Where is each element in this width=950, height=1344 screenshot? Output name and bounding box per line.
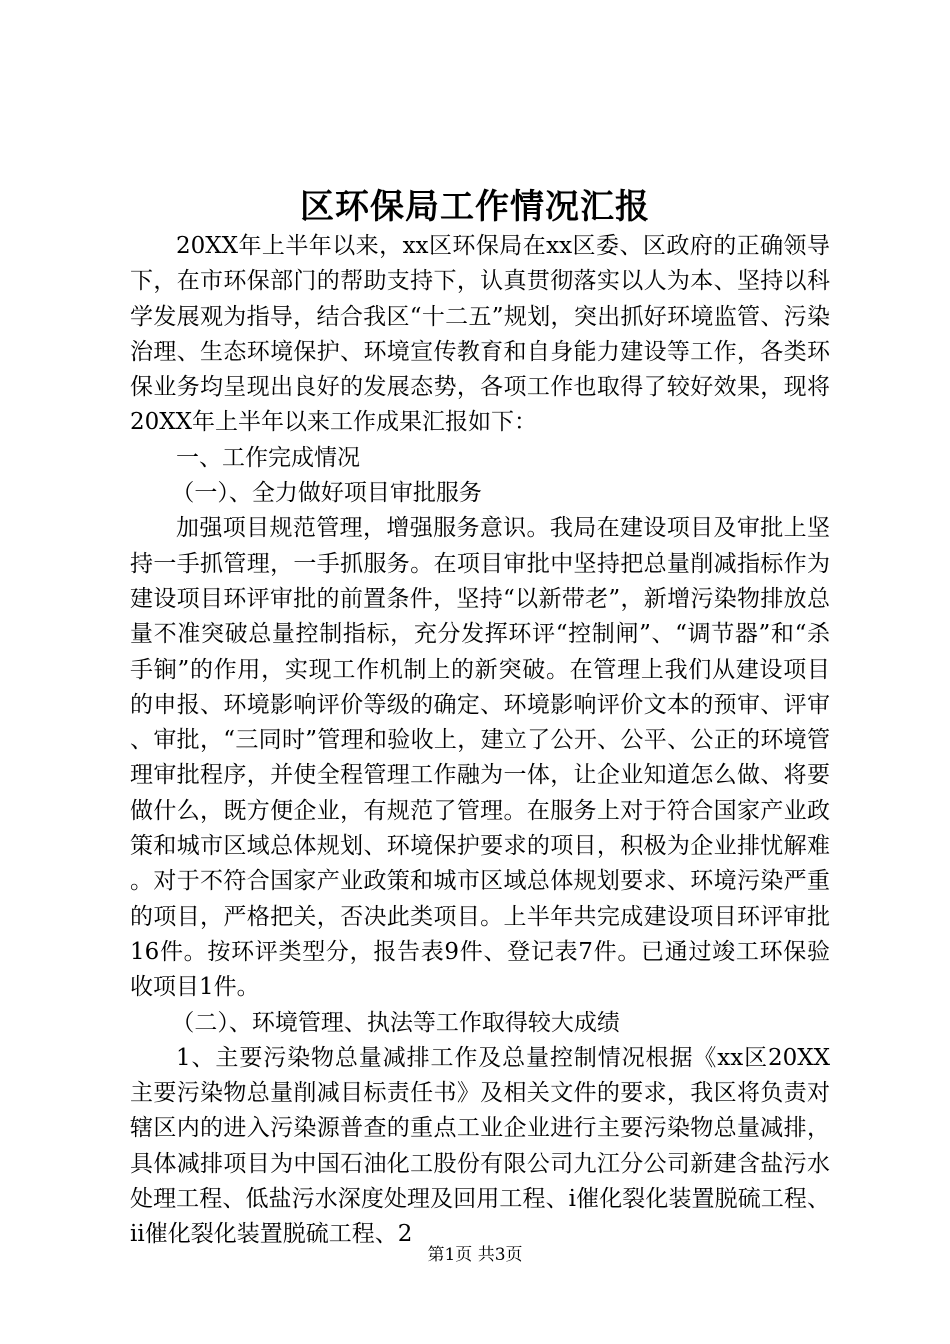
subsection-heading-environment-management: （二）、环境管理、执法等工作取得较大成绩: [171, 1009, 620, 1036]
document-title: 区环保局工作情况汇报: [300, 187, 650, 227]
project-approval-paragraph: 加强项目规范管理，增强服务意识。我局在建设项目及审批上坚持一手抓管理，一手抓服务。在项目审批中坚持把总量削减指标作为建设项目环评审批的前置条件，坚持“以新带老”，新增污染物排放总量不准突破总量控制指标，充分发挥环评“控制闸”、“调节器”和“杀手锏”的作用，实现工作机制上的新突破。在管理上我们从建设项目的申报、环境影响评价等级的确定、环境影响评价文本的预审、评审、审批，“三同时”管理和验收上，建立了公开、公平、公正的环境管理审批程序，并使全程管理工作融为一体，让企业知道怎么做、将要做什么，既方便企业，有规范了管理。在服务上对于符合国家产业政策和城市区域总体规划、环境保护要求的项目，积极为企业排忧解难。对于不符合国家产业政策和城市区域总体规划要求、环境污染严重的项目，严格把关，否决此类项目。上半年共完成建设项目环评审批16件。按环评类型分，报告表9件、登记表7件。已通过竣工环保验收项目1件。: [130, 515, 830, 1001]
subsection-heading-project-approval: （一）、全力做好项目审批服务: [171, 480, 482, 507]
document-body: [130, 229, 830, 1253]
section-heading-work-completion: 一、工作完成情况: [176, 444, 360, 471]
emission-reduction-paragraph: 1、主要污染物总量减排工作及总量控制情况根据《xx区20XX主要污染物总量削减目标责任书》及相关文件的要求，我区将负责对辖区内的进入污染源普查的重点工业企业进行主要污染物总量减排，具体减排项目为中国石油化工股份有限公司九江分公司新建含盐污水处理工程、低盐污水深度处理及回用工程、ⅰ催化裂化装置脱硫工程、ⅱ催化裂化装置脱硫工程、2: [130, 1044, 830, 1248]
intro-paragraph: 20XX年上半年以来，xx区环保局在xx区委、区政府的正确领导下，在市环保部门的帮助支持下，认真贯彻落实以人为本、坚持以科学发展观为指导，结合我区“十二五”规划，突出抓好环境监管、污染治理、生态环境保护、环境宣传教育和自身能力建设等工作，各类环保业务均呈现出良好的发展态势，各项工作也取得了较好效果，现将20XX年上半年以来工作成果汇报如下：: [130, 233, 830, 436]
page-footer: 第1页 共3页: [427, 1245, 523, 1265]
